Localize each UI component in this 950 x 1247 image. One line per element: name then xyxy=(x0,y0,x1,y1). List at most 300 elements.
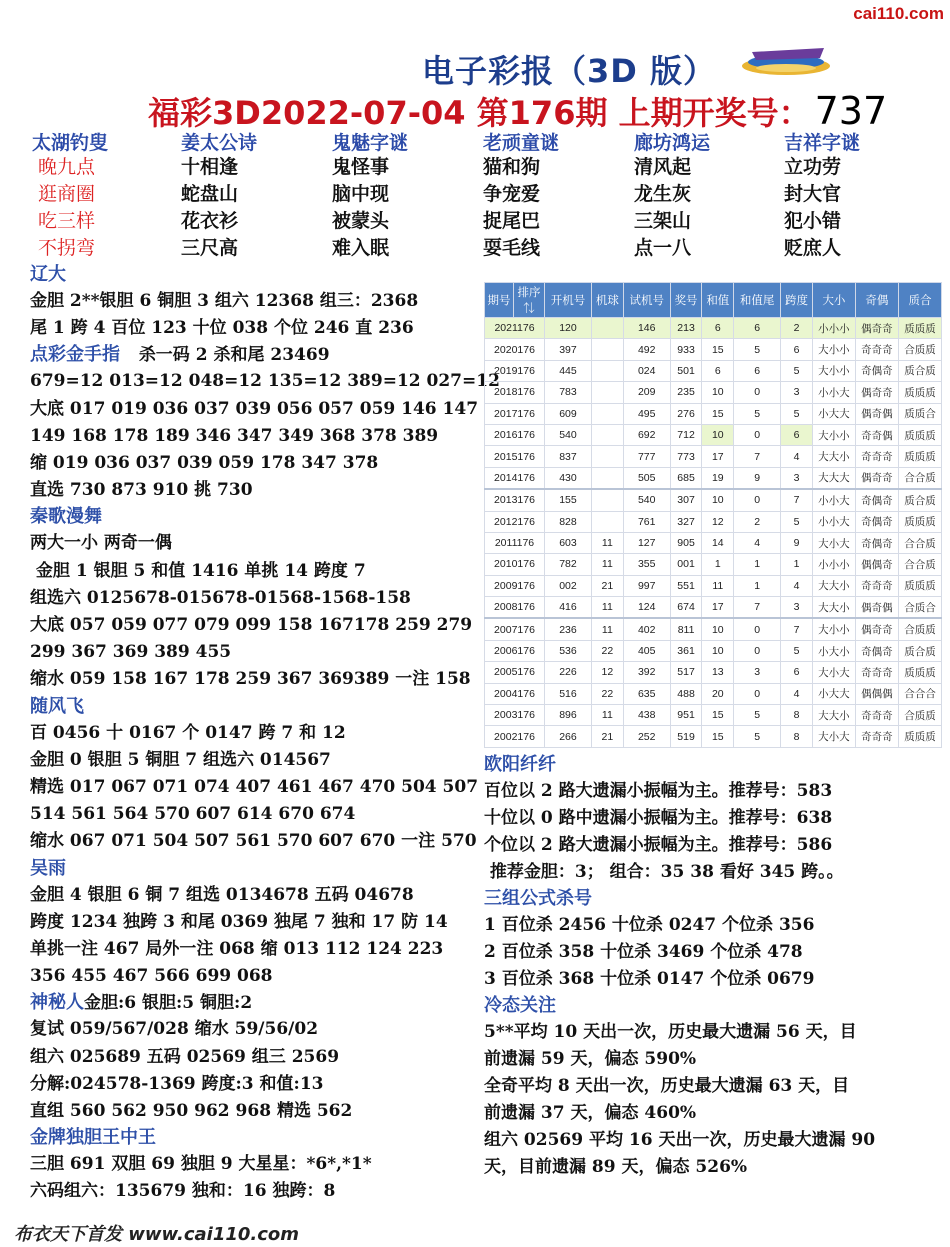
table-cell: 3 xyxy=(781,467,813,489)
riddle-head: 吉祥字谜 xyxy=(784,132,861,154)
table-cell: 15 xyxy=(702,726,734,747)
table-row xyxy=(485,532,942,553)
table-cell: 8 xyxy=(781,726,813,747)
table-cell xyxy=(591,403,623,424)
prediction-line: 两大一小 两奇一偶 xyxy=(30,533,172,554)
section-title: 吴雨 xyxy=(30,857,66,879)
table-cell: 685 xyxy=(670,467,702,489)
table-cell: 405 xyxy=(623,640,670,661)
prediction-line: 金胆 4 银胆 6 铜 7 组选 0134678 五码 04678 xyxy=(30,884,414,905)
table-cell: 小大小 xyxy=(812,640,855,661)
table-cell: 小大大 xyxy=(812,683,855,704)
table-cell: 6 xyxy=(734,360,781,381)
section-title: 三组公式杀号 xyxy=(484,888,592,909)
table-cell: 质质质 xyxy=(898,511,941,532)
table-cell: 951 xyxy=(670,705,702,726)
table-cell: 213 xyxy=(670,318,702,339)
prediction-line: 1 百位杀 2456 十位杀 0247 个位杀 356 xyxy=(484,915,815,935)
cell-issue: 2014176 xyxy=(485,467,545,489)
table-row xyxy=(485,511,942,532)
table-cell: 761 xyxy=(623,511,670,532)
history-table xyxy=(484,282,942,748)
prediction-line: 缩水 059 158 167 178 259 367 369389 一注 158 xyxy=(30,669,471,690)
section-title xyxy=(30,342,478,368)
table-cell: 合合质 xyxy=(898,467,941,489)
table-cell: 偶奇奇 xyxy=(855,318,898,339)
table-cell: 492 xyxy=(623,339,670,360)
table-cell: 奇偶奇 xyxy=(855,532,898,553)
table-row xyxy=(485,318,942,339)
lottery-logo-icon xyxy=(740,38,832,82)
table-cell: 质质质 xyxy=(898,575,941,596)
sort-arrows-icon[interactable]: ⇅ xyxy=(523,303,535,315)
table-cell xyxy=(591,511,623,532)
table-cell: 155 xyxy=(545,489,592,511)
table-cell: 10 xyxy=(702,618,734,640)
table-cell: 8 xyxy=(781,705,813,726)
table-cell xyxy=(591,318,623,339)
table-cell: 15 xyxy=(702,403,734,424)
table-cell: 5 xyxy=(781,640,813,661)
table-cell: 10 xyxy=(702,489,734,511)
table-cell: 大小小 xyxy=(812,360,855,381)
prediction-line: 514 561 564 570 607 614 670 674 xyxy=(30,804,356,825)
table-row xyxy=(485,382,942,403)
table-cell: 392 xyxy=(623,662,670,683)
prediction-line: 百位以 2 路大遗漏小振幅为主。推荐号：583 xyxy=(484,781,833,801)
riddle-column xyxy=(181,128,331,262)
column-header: 试机号 xyxy=(623,283,670,318)
table-cell: 0 xyxy=(734,489,781,511)
table-cell: 516 xyxy=(545,683,592,704)
table-row xyxy=(485,726,942,747)
table-cell: 偶偶奇 xyxy=(855,554,898,575)
prediction-line: 十位以 0 路中遗漏小振幅为主。推荐号：638 xyxy=(484,808,833,828)
prediction-line: 缩 019 036 037 039 059 178 347 378 xyxy=(30,453,379,474)
table-row xyxy=(485,683,942,704)
riddle-item: 鬼怪事 xyxy=(332,156,390,178)
table-cell: 13 xyxy=(702,662,734,683)
table-cell: 21 xyxy=(591,575,623,596)
table-cell: 偶奇奇 xyxy=(855,618,898,640)
table-cell: 大大小 xyxy=(812,705,855,726)
table-cell: 11 xyxy=(702,575,734,596)
table-cell: 146 xyxy=(623,318,670,339)
page-title: 电子彩报（3D 版） xyxy=(422,52,716,90)
table-cell: 11 xyxy=(591,554,623,575)
table-cell: 397 xyxy=(545,339,592,360)
prediction-line: 个位以 2 路大遗漏小振幅为主。推荐号：586 xyxy=(484,835,833,855)
table-cell: 大大小 xyxy=(812,575,855,596)
table-cell: 0 xyxy=(734,640,781,661)
table-cell: 11 xyxy=(591,618,623,640)
table-cell: 10 xyxy=(702,424,734,445)
riddle-item: 清风起 xyxy=(634,156,692,178)
table-cell: 0 xyxy=(734,382,781,403)
riddle-item: 花衣衫 xyxy=(181,210,239,232)
riddle-item: 难入眠 xyxy=(332,237,390,259)
riddle-item: 被蒙头 xyxy=(332,210,390,232)
table-cell: 大小大 xyxy=(812,726,855,747)
riddle-columns xyxy=(24,128,924,264)
prediction-line: 大底 057 059 077 079 099 158 167178 259 279 xyxy=(30,615,473,636)
table-cell: 0 xyxy=(734,424,781,445)
table-cell: 540 xyxy=(545,424,592,445)
riddle-item: 十相逢 xyxy=(181,156,239,178)
riddle-item: 点一八 xyxy=(634,237,692,259)
table-cell: 896 xyxy=(545,705,592,726)
table-row xyxy=(485,705,942,726)
prediction-line: 356 455 467 566 699 068 xyxy=(30,966,273,987)
table-row xyxy=(485,360,942,381)
riddle-head: 老顽童谜 xyxy=(483,132,560,154)
table-cell: 大小大 xyxy=(812,662,855,683)
table-cell: 7 xyxy=(781,489,813,511)
riddle-item: 争宠爱 xyxy=(483,183,541,205)
table-cell: 5 xyxy=(781,511,813,532)
riddle-head: 太湖钓叟 xyxy=(32,132,109,154)
prediction-line: 金胆 2**银胆 6 铜胆 3 组六 12368 组三：2368 xyxy=(30,291,419,311)
table-cell: 合质质 xyxy=(898,618,941,640)
table-cell: 1 xyxy=(734,575,781,596)
cell-issue: 2011176 xyxy=(485,532,545,553)
table-cell: 0 xyxy=(734,618,781,640)
table-cell: 奇偶奇 xyxy=(855,489,898,511)
table-cell xyxy=(591,382,623,403)
riddle-item: 龙生灰 xyxy=(634,183,692,205)
table-cell: 4 xyxy=(734,532,781,553)
table-cell: 10 xyxy=(702,640,734,661)
cell-issue: 2018176 xyxy=(485,382,545,403)
table-cell: 811 xyxy=(670,618,702,640)
prediction-line: 149 168 178 189 346 347 349 368 378 389 xyxy=(30,425,439,446)
table-cell: 奇奇奇 xyxy=(855,726,898,747)
table-cell: 合合质 xyxy=(898,554,941,575)
table-cell: 3 xyxy=(781,382,813,403)
table-cell: 430 xyxy=(545,467,592,489)
table-cell: 361 xyxy=(670,640,702,661)
table-cell: 2 xyxy=(781,318,813,339)
table-cell xyxy=(591,424,623,445)
table-cell: 6 xyxy=(781,424,813,445)
right-predictions xyxy=(484,752,934,1181)
table-row xyxy=(485,339,942,360)
table-row xyxy=(485,554,942,575)
prediction-line: 直选 730 873 910 挑 730 xyxy=(30,480,253,501)
table-cell: 997 xyxy=(623,575,670,596)
section-title xyxy=(30,990,478,1016)
table-cell: 9 xyxy=(781,532,813,553)
table-cell: 6 xyxy=(781,339,813,360)
section-name: 神秘人 xyxy=(30,992,84,1014)
table-cell: 17 xyxy=(702,446,734,467)
riddle-column xyxy=(32,128,182,262)
riddle-item: 蛇盘山 xyxy=(181,183,239,205)
riddle-item: 犯小错 xyxy=(784,210,842,232)
table-cell: 6 xyxy=(702,318,734,339)
sort-column-header[interactable] xyxy=(514,283,545,318)
table-cell: 9 xyxy=(734,467,781,489)
table-cell: 837 xyxy=(545,446,592,467)
table-cell: 416 xyxy=(545,597,592,619)
table-cell: 21 xyxy=(591,726,623,747)
table-cell: 712 xyxy=(670,424,702,445)
table-header-row xyxy=(485,283,942,318)
prediction-line: 前遗漏 37 天，偏态 460% xyxy=(484,1103,697,1123)
table-cell: 127 xyxy=(623,532,670,553)
column-header-label: 排序 xyxy=(517,287,541,299)
prediction-line: 直组 560 562 950 962 968 精选 562 xyxy=(30,1101,353,1122)
column-header: 奖号 xyxy=(670,283,702,318)
table-cell: 奇奇偶 xyxy=(855,424,898,445)
table-cell: 质质质 xyxy=(898,446,941,467)
column-header: 开机号 xyxy=(545,283,592,318)
prediction-line: 精选 017 067 071 074 407 461 467 470 504 507 xyxy=(30,777,479,798)
riddle-item: 立功劳 xyxy=(784,156,842,178)
table-cell: 奇偶奇 xyxy=(855,640,898,661)
table-cell: 226 xyxy=(545,662,592,683)
table-cell xyxy=(591,446,623,467)
section-title: 金牌独胆王中王 xyxy=(30,1127,156,1149)
table-cell: 22 xyxy=(591,640,623,661)
prediction-line: 复试 059/567/028 缩水 59/56/02 xyxy=(30,1019,319,1040)
table-cell: 536 xyxy=(545,640,592,661)
table-cell: 11 xyxy=(591,705,623,726)
table-cell: 22 xyxy=(591,683,623,704)
table-cell: 0 xyxy=(734,683,781,704)
table-cell: 783 xyxy=(545,382,592,403)
cell-issue: 2002176 xyxy=(485,726,545,747)
table-cell: 15 xyxy=(702,339,734,360)
cell-issue: 2013176 xyxy=(485,489,545,511)
table-cell: 7 xyxy=(734,597,781,619)
section-title: 秦歌漫舞 xyxy=(30,506,102,528)
table-cell: 235 xyxy=(670,382,702,403)
headline-text: 福彩3D2022-07-04 第176期 上期开奖号： xyxy=(148,94,811,132)
riddle-item: 脑中现 xyxy=(332,183,390,205)
table-cell: 517 xyxy=(670,662,702,683)
table-cell: 17 xyxy=(702,597,734,619)
table-cell: 5 xyxy=(781,360,813,381)
riddle-item: 捉尾巴 xyxy=(483,210,541,232)
section-title: 辽大 xyxy=(30,264,66,285)
table-cell: 奇奇奇 xyxy=(855,705,898,726)
prediction-line: 组选六 0125678-015678-01568-1568-158 xyxy=(30,587,411,608)
table-cell: 合合合 xyxy=(898,683,941,704)
table-cell: 11 xyxy=(591,597,623,619)
table-cell: 3 xyxy=(781,597,813,619)
column-header: 大小 xyxy=(812,283,855,318)
column-header: 和值 xyxy=(702,283,734,318)
prediction-line: 全奇平均 8 天出一次，历史最大遗漏 63 天，目 xyxy=(484,1076,850,1096)
table-cell: 495 xyxy=(623,403,670,424)
prediction-line: 六码组六：135679 独和：16 独跨：8 xyxy=(30,1181,336,1202)
column-header: 跨度 xyxy=(781,283,813,318)
table-cell: 124 xyxy=(623,597,670,619)
riddle-item: 贬庶人 xyxy=(784,237,842,259)
table-cell: 355 xyxy=(623,554,670,575)
cell-issue: 2012176 xyxy=(485,511,545,532)
column-header: 期号 xyxy=(485,283,514,318)
table-cell: 501 xyxy=(670,360,702,381)
table-cell: 905 xyxy=(670,532,702,553)
table-cell: 1 xyxy=(781,554,813,575)
riddle-item: 逛商圈 xyxy=(38,183,96,205)
cell-issue: 2015176 xyxy=(485,446,545,467)
table-cell: 大大小 xyxy=(812,446,855,467)
riddle-column xyxy=(784,128,934,262)
riddle-head: 姜太公诗 xyxy=(181,132,258,154)
table-cell: 692 xyxy=(623,424,670,445)
table-cell: 307 xyxy=(670,489,702,511)
last-draw-number: 737 xyxy=(814,89,888,133)
riddle-item: 不拐弯 xyxy=(38,237,96,259)
table-cell: 小大大 xyxy=(812,403,855,424)
table-cell: 19 xyxy=(702,467,734,489)
cell-issue: 2008176 xyxy=(485,597,545,619)
table-row xyxy=(485,597,942,619)
table-cell: 奇偶奇 xyxy=(855,360,898,381)
section-title: 欧阳纤纤 xyxy=(484,754,556,775)
table-cell: 小小小 xyxy=(812,318,855,339)
riddle-item: 耍毛线 xyxy=(483,237,541,259)
table-cell: 14 xyxy=(702,532,734,553)
column-header: 和值尾 xyxy=(734,283,781,318)
prediction-line: 天，目前遗漏 89 天，偏态 526% xyxy=(484,1157,748,1177)
table-cell: 4 xyxy=(781,575,813,596)
cell-issue: 2020176 xyxy=(485,339,545,360)
table-cell: 12 xyxy=(702,511,734,532)
table-cell: 大大大 xyxy=(812,467,855,489)
prediction-line: 2 百位杀 358 十位杀 3469 个位杀 478 xyxy=(484,942,803,962)
table-cell: 5 xyxy=(734,726,781,747)
table-cell: 6 xyxy=(781,662,813,683)
table-cell: 120 xyxy=(545,318,592,339)
cell-issue: 2005176 xyxy=(485,662,545,683)
table-cell: 12 xyxy=(591,662,623,683)
table-cell: 小小大 xyxy=(812,489,855,511)
riddle-item: 封大官 xyxy=(784,183,842,205)
table-cell: 933 xyxy=(670,339,702,360)
table-cell: 024 xyxy=(623,360,670,381)
section-name: 点彩金手指 xyxy=(30,344,120,366)
table-cell: 合质质 xyxy=(898,339,941,360)
riddle-item: 吃三样 xyxy=(38,210,96,232)
riddle-head: 鬼魅字谜 xyxy=(332,132,409,154)
table-cell: 1 xyxy=(734,554,781,575)
table-cell: 奇奇奇 xyxy=(855,662,898,683)
prediction-line: 前遗漏 59 天，偏态 590% xyxy=(484,1049,697,1069)
table-cell: 276 xyxy=(670,403,702,424)
riddle-head: 廊坊鸿运 xyxy=(634,132,711,154)
table-cell: 偶奇奇 xyxy=(855,467,898,489)
table-cell: 3 xyxy=(734,662,781,683)
table-cell: 828 xyxy=(545,511,592,532)
table-cell: 5 xyxy=(781,403,813,424)
footer-credit: 布衣天下首发 www.cai110.com xyxy=(14,1224,300,1245)
table-row xyxy=(485,575,942,596)
table-cell: 质质质 xyxy=(898,318,941,339)
table-cell: 奇偶奇 xyxy=(855,511,898,532)
table-cell: 合质合 xyxy=(898,597,941,619)
table-cell: 4 xyxy=(781,446,813,467)
cell-issue: 2017176 xyxy=(485,403,545,424)
table-cell: 偶奇偶 xyxy=(855,597,898,619)
table-cell xyxy=(591,360,623,381)
table-cell: 小小大 xyxy=(812,511,855,532)
cell-issue: 2007176 xyxy=(485,618,545,640)
table-cell: 5 xyxy=(734,403,781,424)
table-cell: 1 xyxy=(702,554,734,575)
table-cell: 540 xyxy=(623,489,670,511)
table-cell: 327 xyxy=(670,511,702,532)
table-cell: 209 xyxy=(623,382,670,403)
prediction-line: 缩水 067 071 504 507 561 570 607 670 一注 570 xyxy=(30,831,477,852)
table-cell: 偶偶偶 xyxy=(855,683,898,704)
prediction-line: 679=12 013=12 048=12 135=12 389=12 027=12 xyxy=(30,371,500,392)
table-cell: 奇奇奇 xyxy=(855,339,898,360)
prediction-line: 组六 025689 五码 02569 组三 2569 xyxy=(30,1046,340,1067)
cell-issue: 2010176 xyxy=(485,554,545,575)
table-cell: 质合质 xyxy=(898,360,941,381)
cell-issue: 2006176 xyxy=(485,640,545,661)
prediction-line: 百 0456 十 0167 个 0147 跨 7 和 12 xyxy=(30,722,346,743)
table-cell: 002 xyxy=(545,575,592,596)
table-cell: 质质质 xyxy=(898,382,941,403)
table-row xyxy=(485,662,942,683)
riddle-item: 三架山 xyxy=(634,210,692,232)
table-cell: 大小大 xyxy=(812,532,855,553)
table-cell: 519 xyxy=(670,726,702,747)
cell-issue: 2019176 xyxy=(485,360,545,381)
table-cell: 质质质 xyxy=(898,662,941,683)
table-cell xyxy=(591,489,623,511)
section-title: 随风飞 xyxy=(30,695,84,717)
prediction-line: 分解:024578-1369 跨度:3 和值:13 xyxy=(30,1073,324,1094)
table-cell: 5 xyxy=(734,339,781,360)
prediction-line: 5**平均 10 天出一次，历史最大遗漏 56 天，目 xyxy=(484,1022,857,1042)
prediction-line: 金胆 0 银胆 5 铜胆 7 组选六 014567 xyxy=(30,749,331,770)
table-cell: 4 xyxy=(781,683,813,704)
table-row xyxy=(485,446,942,467)
table-cell: 大小小 xyxy=(812,618,855,640)
table-row xyxy=(485,489,942,511)
table-row xyxy=(485,424,942,445)
section-suffix: 杀一码 2 杀和尾 23469 xyxy=(138,345,330,366)
table-cell: 奇奇奇 xyxy=(855,446,898,467)
table-cell: 20 xyxy=(702,683,734,704)
table-cell: 大大小 xyxy=(812,597,855,619)
site-watermark: cai110.com xyxy=(853,4,944,23)
table-cell: 质合质 xyxy=(898,640,941,661)
table-cell: 609 xyxy=(545,403,592,424)
prediction-line: 推荐金胆：3； 组合：35 38 看好 345 跨。。 xyxy=(484,862,844,882)
prediction-line: 跨度 1234 独跨 3 和尾 0369 独尾 7 独和 17 防 14 xyxy=(30,911,448,932)
riddle-column xyxy=(483,128,633,262)
table-cell: 合质质 xyxy=(898,705,941,726)
table-row xyxy=(485,640,942,661)
column-header: 质合 xyxy=(898,283,941,318)
table-cell: 773 xyxy=(670,446,702,467)
prediction-line: 大底 017 019 036 037 039 056 057 059 146 147 xyxy=(30,398,479,419)
table-cell: 402 xyxy=(623,618,670,640)
table-cell: 7 xyxy=(734,446,781,467)
table-cell: 奇奇奇 xyxy=(855,575,898,596)
table-cell: 15 xyxy=(702,705,734,726)
prediction-line: 299 367 369 389 455 xyxy=(30,642,232,663)
table-cell: 10 xyxy=(702,382,734,403)
table-cell xyxy=(591,339,623,360)
